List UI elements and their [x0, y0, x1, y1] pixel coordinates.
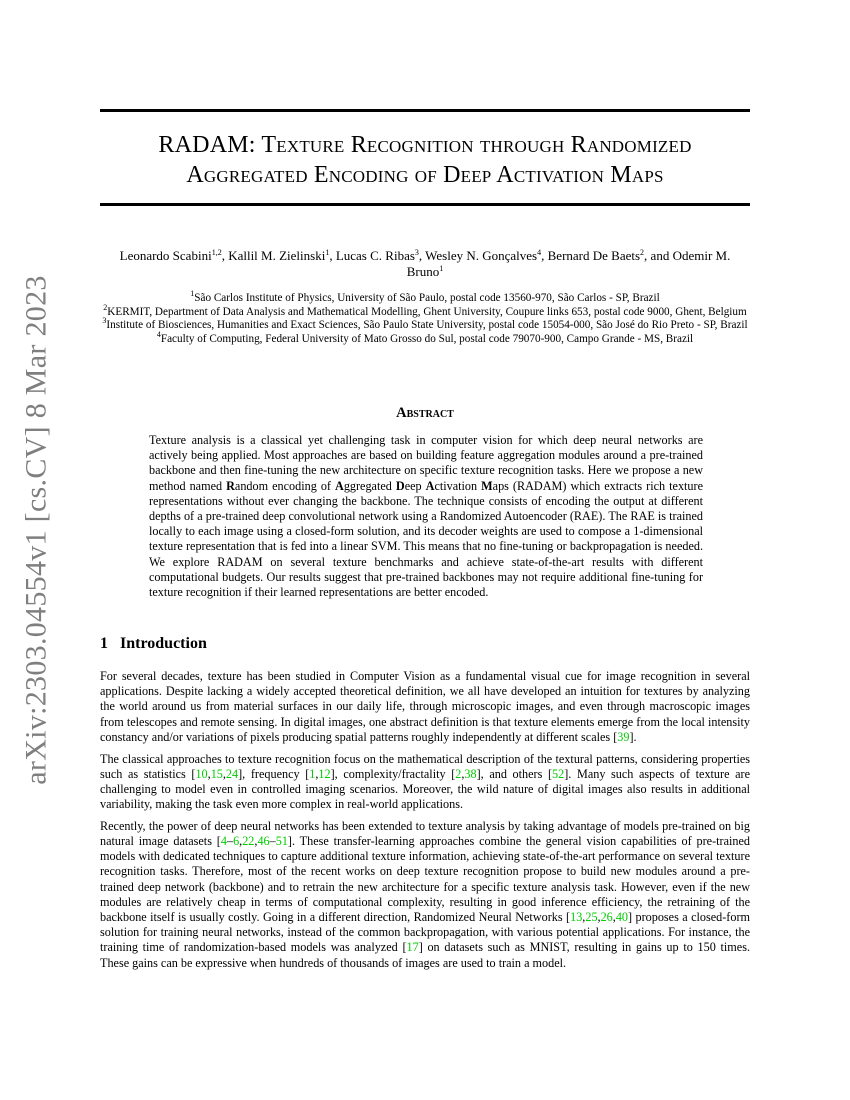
citation-link[interactable]: 52	[552, 766, 565, 781]
citation-link[interactable]: 39	[617, 729, 630, 744]
citation-link[interactable]: 25	[585, 910, 598, 925]
title-top-rule	[100, 109, 750, 112]
affiliations	[95, 289, 755, 346]
abstract-text: Texture analysis is a classical yet challenging task in computer vision for which deep neural networks are actively being applied. Most approaches are based on building feature aggregation modules around a pre-trained backbone and then fine-tuning the new architecture on specific texture recognition tasks. Here we propose a new method named Random encoding of Aggregated Deep Activation Maps (RADAM) which extracts rich texture representations without ever changing the backbone. The technique consists of encoding the output at different depths of a pre-trained deep convolutional network using a Randomized Autoencoder (RAE). The RAE is trained locally to each image using a closed-form solution, and its decoder weights are used to compose a 1-dimensional texture representation that is fed into a linear SVM. This means that no fine-tuning or backpropagation is needed. We explore RADAM on several texture benchmarks and achieve state-of-the-art results with different computational budgets. Our results suggest that pre-trained backbones may not require additional fine-tuning for texture recognition if their learned representations are better encoded.	[149, 433, 703, 600]
introduction-body	[100, 669, 750, 977]
citation-link[interactable]: 4	[220, 834, 227, 849]
paragraph-2: The classical approaches to texture recognition focus on the mathematical description of the textural patterns, considering properties such as statistics [10,15,24], frequency [1,12], complexity/fractality [2,38], and others [52]. Many such aspects of texture are challenging to model even in controlled imaging scenarios. Moreover, the wild nature of digital images also results in additional variability, making the task even more complex in real-world applications.	[100, 751, 750, 812]
title-bottom-rule	[100, 203, 750, 206]
citation-link[interactable]: 17	[406, 940, 419, 955]
affiliation-1: $^1$São Carlos Institute of Physics, University of São Paulo, postal code 13560-970, São Carlos - SP, Brazil	[190, 289, 660, 304]
citation-link[interactable]: 51	[275, 834, 288, 849]
abstract-heading: Abstract	[396, 405, 454, 421]
citation-link[interactable]: 15	[210, 766, 223, 781]
affiliation-4: $^4$Faculty of Computing, Federal University of Mato Grosso do Sul, postal code 79070-900, Campo Grande - MS, Brazil	[156, 329, 694, 345]
citation-link[interactable]: 46	[257, 834, 270, 849]
citation-link[interactable]: 6	[233, 834, 240, 849]
affiliation-2: $^2$KERMIT, Department of Data Analysis and Mathematical Modelling, Ghent University, Coupure links 653, postal code 9000, Ghent, Belgium	[103, 302, 747, 318]
paragraph-1: For several decades, texture has been studied in Computer Vision as a fundamental visual cue for image recognition in several applications. Despite lacking a widely accepted theoretical definition, we all have developed an intuition for textures by analyzing the world around us from material surfaces in our daily life, through microscopic images, and even through macroscopic images from telescopes and remote sensing. In digital images, one abstract definition is that texture elements emerge from the local intensity constancy and/or variations of pixels producing spatial patterns roughly independently at different scales [39].	[100, 669, 750, 744]
affiliation-3: $^3$Institute of Biosciences, Humanities and Exact Sciences, São Paulo State University, postal code 15054-000, São José do Rio Preto - SP, Brazil	[102, 316, 748, 331]
citation-link[interactable]: 1	[309, 766, 316, 781]
paper-title: RADAM: Texture Recognition through Randomized Aggregated Encoding of Deep Activation Maps	[158, 132, 692, 188]
author-list: Leonardo Scabini$^{1,2}$, Kallil M. Zielinski$^1$, Lucas C. Ribas$^3$, Wesley N. Gonçalves$^4$, Bernard De Baets$^2$, and Odemir M. Bruno$^1$	[119, 248, 731, 279]
citation-link[interactable]: 40	[615, 910, 628, 925]
citation-link[interactable]: 10	[195, 766, 208, 781]
citation-link[interactable]: 24	[225, 766, 239, 781]
citation-link[interactable]: 22	[242, 834, 255, 849]
citation-link[interactable]: 12	[318, 766, 331, 781]
citation-link[interactable]: 26	[600, 910, 613, 925]
citation-link[interactable]: 2	[455, 766, 462, 781]
citation-link[interactable]: 13	[570, 910, 583, 925]
section-heading-introduction: 1 Introduction	[100, 635, 207, 652]
arxiv-watermark: arXiv:2303.04554v1 [cs.CV] 8 Mar 2023	[20, 275, 53, 785]
citation-link[interactable]: 38	[464, 766, 477, 781]
paragraph-3: Recently, the power of deep neural networks has been extended to texture analysis by taking advantage of models pre-trained on big natural image datasets [4–6,22,46–51]. These transfer-learning approaches combine the general vision capabilities of pre-trained models with dedicated techniques to capture additional texture information, achieving state-of-the-art performance on several texture recognition tasks. Therefore, most of the recent works on deep texture recognition propose to build new modules around a pre-trained deep network (backbone) and to retrain the new architecture for a specific texture analysis task. However, even if the new modules are relatively cheap in terms of computational complexity, resulting in good inference efficiency, the retraining of the backbone itself is usually costly. Going in a different direction, Randomized Neural Networks [13,25,26,40] proposes a closed-form solution for training neural networks, instead of the common backpropagation, with various potential applications. For instance, the training time of randomization-based models was analyzed [17] on datasets such as MNIST, resulting in gains up to 150 times. These gains can be expressive when hundreds of thousands of images are used to train a model.	[100, 818, 750, 970]
